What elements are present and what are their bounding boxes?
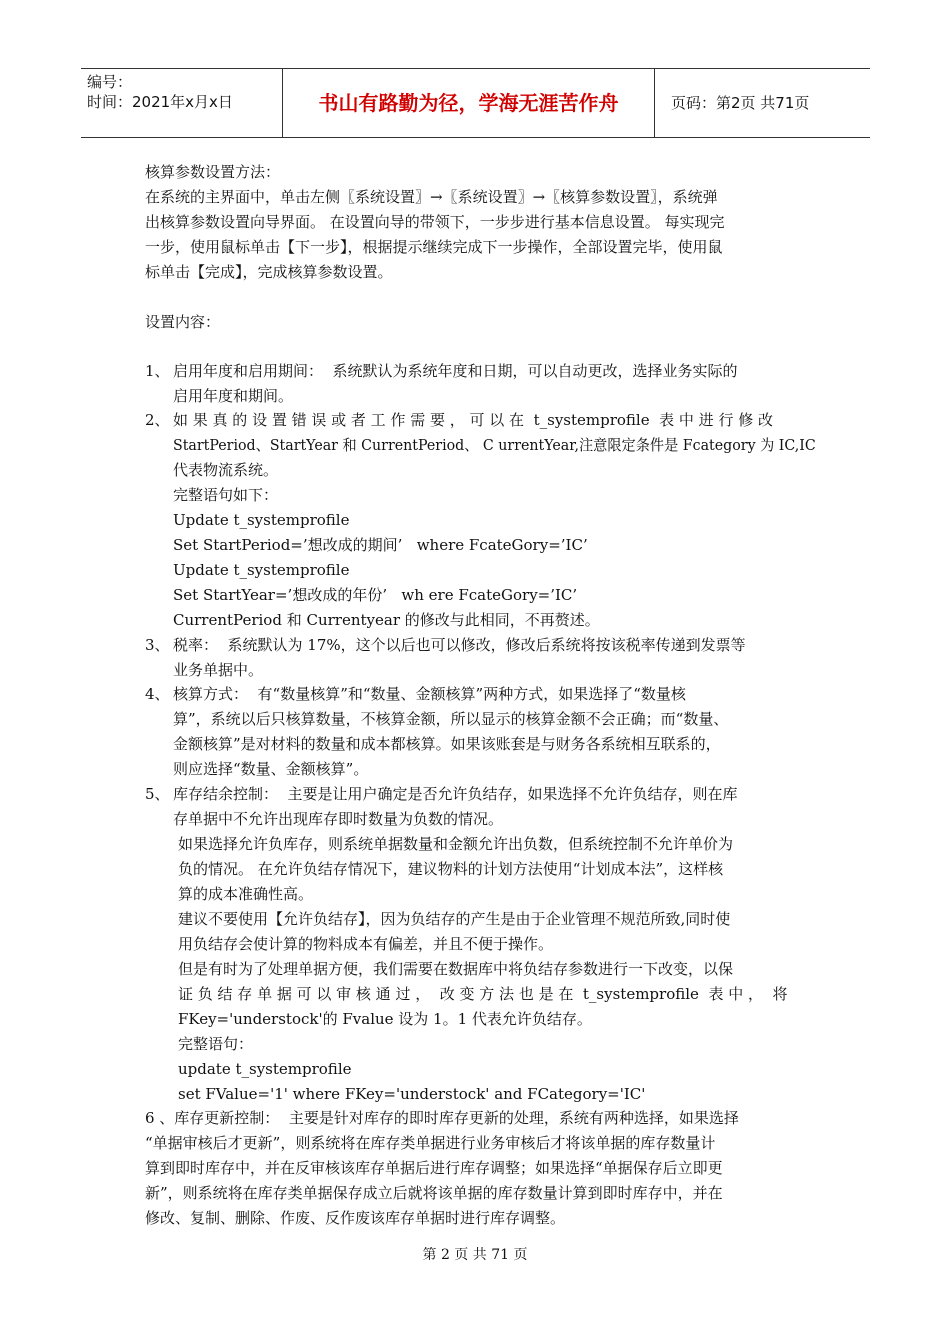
code-line: Set StartYear=’想改成的年份’ wh ere FcateGory=’IC’ [173, 586, 578, 604]
code-line: Set StartPeriod=’想改成的期间’ where FcateGory=’IC’ [173, 536, 588, 554]
body-line: 代表物流系统。 [173, 461, 279, 479]
body-line: 启用年度和期间。 [173, 387, 294, 405]
header-meta [81, 69, 283, 137]
body-line: 修改、复制、删除、作废、反作废该库存单据时进行库存调整。 [145, 1209, 566, 1227]
body-line: 在系统的主界面中，单击左侧〖系统设置〗→〖系统设置〗→〖核算参数设置〗，系统弹 [145, 188, 718, 206]
header-page-info [663, 69, 870, 137]
body-line: FKey='understock'的 Fvalue 设为 1。1 代表允许负结存。 [178, 1010, 592, 1028]
body-line: 标单击【完成】，完成核算参数设置。 [145, 263, 393, 281]
body-line: 完整语句如下： [173, 486, 279, 504]
body-line: 用负结存会使计算的物料成本有偏差，并且不便于操作。 [178, 935, 554, 953]
body-line: 负的情况。 在允许负结存情况下，建议物料的计划方法使用“计划成本法”，这样核 [178, 860, 724, 878]
list-number: 1、 [145, 362, 170, 380]
body-line: 核算参数设置方法： [145, 163, 281, 181]
body-line: 算的成本准确性高。 [178, 885, 314, 903]
body-line: 算到即时库存中，并在反审核该库存单据后进行库存调整；如果选择“单据保存后立即更 [145, 1159, 723, 1177]
body-line: 证 负 结 存 单 据 可 以 审 核 通 过 ， 改 变 方 法 也 是 在 t_systemprofile 表 中 ， 将 [178, 985, 788, 1003]
list-number: 3、 [145, 636, 170, 654]
body-line: 启用年度和启用期间： 系统默认为系统年度和日期，可以自动更改，选择业务实际的 [173, 362, 738, 380]
body-line: 则应选择“数量、金额核算”。 [173, 760, 369, 778]
number-label: 编号： [87, 73, 133, 91]
body-line: 金额核算”是对材料的数量和成本都核算。如果该账套是与财务各系统相互联系的， [173, 735, 721, 753]
body-line: 建议不要使用【允许负结存】，因为负结存的产生是由于企业管理不规范所致,同时使 [178, 910, 731, 928]
body-line: 如 果 真 的 设 置 错 误 或 者 工 作 需 要 ， 可 以 在 t_systemprofile 表 中 进 行 修 改 [173, 411, 773, 429]
body-line: 算”，系统以后只核算数量，不核算金额，所以显示的核算金额不会正确；而“数量、 [173, 710, 729, 728]
body-line: StartPeriod、StartYear 和 CurrentPeriod、 C urrentYear,注意限定条件是 Fcategory 为 IC,IC [173, 436, 816, 454]
body-line: 税率： 系统默认为 17%，这个以后也可以修改，修改后系统将按该税率传递到发票等 [173, 636, 746, 654]
body-line: 存单据中不允许出现库存即时数量为负数的情况。 [173, 810, 504, 828]
code-line: Update t_systemprofile [173, 511, 350, 529]
body-line: 新”，则系统将在库存类单据保存成立后就将该单据的库存数量计算到即时库存中，并在 [145, 1184, 723, 1202]
body-line: 完整语句： [178, 1035, 254, 1053]
body-line: 核算方式： 有“数量核算”和“数量、金额核算”两种方式，如果选择了“数量核 [173, 685, 686, 703]
body-line: 一步，使用鼠标单击【下一步】，根据提示继续完成下一步操作，全部设置完毕，使用鼠 [145, 238, 723, 256]
page-info-text: 页码：第2页 共71页 [671, 94, 810, 112]
page-footer: 第 2 页 共 71 页 [422, 1247, 528, 1263]
body-line: 6 、库存更新控制： 主要是针对库存的即时库存更新的处理，系统有两种选择，如果选择 [145, 1109, 739, 1127]
list-number: 4、 [145, 685, 170, 703]
code-line: update t_systemprofile [178, 1060, 352, 1078]
code-line: set FValue='1' where FKey='understock' and FCategory='IC' [178, 1085, 646, 1103]
list-number: 5、 [145, 785, 170, 803]
list-number: 2、 [145, 411, 170, 429]
body-line: 如果选择允许负库存，则系统单据数量和金额允许出负数，但系统控制不允许单价为 [178, 835, 734, 853]
header-motto: 书山有路勤为径，学海无涯苦作舟 [283, 69, 655, 137]
code-line: Update t_systemprofile [173, 561, 350, 579]
section-heading: 设置内容： [145, 313, 221, 331]
body-line: 业务单据中。 [173, 661, 264, 679]
date-label: 时间：2021年x月x日 [87, 93, 233, 111]
document-header [81, 68, 870, 138]
body-line: “单据审核后才更新”，则系统将在库存类单据进行业务审核后才将该单据的库存数量计 [145, 1134, 716, 1152]
body-line: 但是有时为了处理单据方便，我们需要在数据库中将负结存参数进行一下改变，以保 [178, 960, 734, 978]
body-line: 出核算参数设置向导界面。 在设置向导的带领下，一步步进行基本信息设置。 每实现完 [145, 213, 725, 231]
body-line: CurrentPeriod 和 Currentyear 的修改与此相同，不再赘述。 [173, 611, 600, 629]
body-line: 库存结余控制： 主要是让用户确定是否允许负结存，如果选择不允许负结存，则在库 [173, 785, 738, 803]
